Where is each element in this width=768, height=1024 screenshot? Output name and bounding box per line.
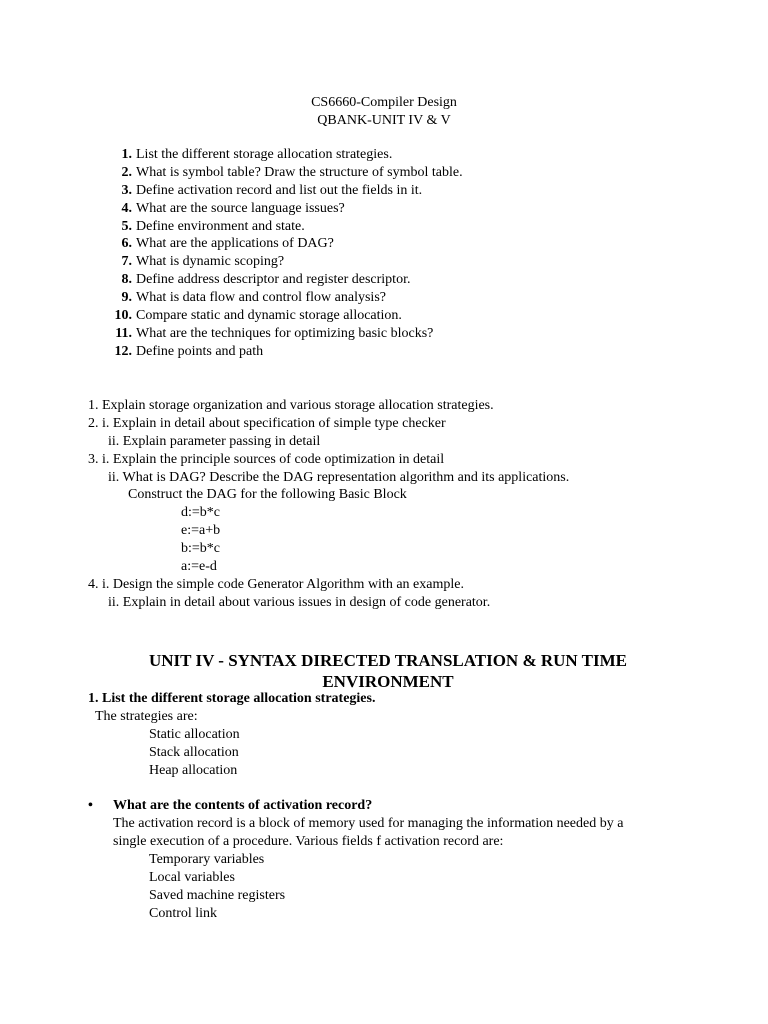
short-question-number: 12. <box>114 343 132 359</box>
short-question-text: What are the techniques for optimizing basic blocks? <box>136 325 434 341</box>
short-question-text: What are the source language issues? <box>136 200 345 216</box>
activation-record-description-line-2: single execution of a procedure. Various fields f activation record are: <box>113 834 504 849</box>
short-question-text: List the different storage allocation strategies. <box>136 147 393 162</box>
short-question-text: What is symbol table? Draw the structure of symbol table. <box>136 164 463 180</box>
unit-heading-line-2: ENVIRONMENT <box>322 672 454 691</box>
short-question-item <box>0 343 768 361</box>
short-question-text: What is data flow and control flow analysis? <box>136 290 386 306</box>
long-question-line: 1. Explain storage organization and various storage allocation strategies. <box>88 398 494 413</box>
long-question-line: 3. i. Explain the principle sources of code optimization in detail <box>88 451 445 467</box>
unit-heading <box>88 650 688 692</box>
short-question-number: 11. <box>115 325 132 341</box>
long-question-line: 4. i. Design the simple code Generator Algorithm with an example. <box>88 576 464 592</box>
short-question-text: Define points and path <box>136 343 264 359</box>
short-question-list <box>0 146 768 361</box>
field-item-4: Control link <box>149 906 218 921</box>
short-question-text: Define activation record and list out the fields in it. <box>136 182 423 198</box>
long-question-line: ii. Explain in detail about various issues in design of code generator. <box>108 594 491 610</box>
strategy-item-1: Static allocation <box>149 726 240 742</box>
short-question-item <box>0 200 768 218</box>
short-question-item <box>0 289 768 307</box>
long-question-line: b:=b*c <box>181 541 220 557</box>
course-title: CS6660-Compiler Design <box>311 95 457 110</box>
short-question-item <box>0 182 768 200</box>
short-question-number: 8. <box>121 272 132 288</box>
short-question-item <box>0 307 768 325</box>
short-question-number: 9. <box>121 290 132 306</box>
strategy-item-2: Stack allocation <box>149 744 239 760</box>
strategy-item-3: Heap allocation <box>149 762 238 778</box>
short-question-number: 4. <box>121 200 132 216</box>
short-question-text: Compare static and dynamic storage allocation. <box>136 308 402 324</box>
document-header <box>0 94 768 130</box>
qbank-title: QBANK-UNIT IV & V <box>317 113 451 128</box>
long-question-line: Construct the DAG for the following Basic Block <box>128 487 407 503</box>
short-question-number: 6. <box>121 236 132 252</box>
field-item-1: Temporary variables <box>149 852 265 867</box>
short-question-number: 7. <box>121 254 132 270</box>
answer-section-1 <box>0 690 768 779</box>
short-question-item <box>0 146 768 164</box>
long-question-line: ii. Explain parameter passing in detail <box>108 433 321 449</box>
short-question-item <box>0 235 768 253</box>
bullet-question-text: What are the contents of activation record? <box>113 798 373 813</box>
short-question-text: What are the applications of DAG? <box>136 236 334 252</box>
bullet-icon: • <box>88 798 93 813</box>
long-question-line: e:=a+b <box>181 523 221 539</box>
bullet-question <box>0 797 768 815</box>
long-question-line: a:=e-d <box>181 559 217 575</box>
short-question-number: 5. <box>121 218 132 234</box>
short-question-item <box>0 218 768 236</box>
short-question-text: Define address descriptor and register descriptor. <box>136 272 411 288</box>
activation-record-description-line-1: The activation record is a block of memory used for managing the information needed by a <box>113 816 624 831</box>
answer-intro: The strategies are: <box>95 708 198 724</box>
answer-section-2 <box>0 797 768 921</box>
short-question-text: What is dynamic scoping? <box>136 254 285 270</box>
field-item-2: Local variables <box>149 870 235 885</box>
short-question-number: 3. <box>121 182 132 198</box>
short-question-item <box>0 253 768 271</box>
field-item-3: Saved machine registers <box>149 888 286 903</box>
short-question-item <box>0 164 768 182</box>
long-question-list <box>0 397 768 612</box>
short-question-text: Define environment and state. <box>136 218 305 234</box>
short-question-item <box>0 271 768 289</box>
long-question-line: d:=b*c <box>181 505 220 521</box>
unit-heading-line-1: UNIT IV - SYNTAX DIRECTED TRANSLATION & RUN TIME <box>149 651 627 670</box>
answer-question-1: 1. List the different storage allocation strategies. <box>88 691 376 706</box>
long-question-line: 2. i. Explain in detail about specification of simple type checker <box>88 415 446 431</box>
short-question-item <box>0 325 768 343</box>
short-question-number: 2. <box>121 164 132 180</box>
short-question-number: 1. <box>121 147 132 162</box>
long-question-line: ii. What is DAG? Describe the DAG representation algorithm and its applications. <box>108 469 570 485</box>
short-question-number: 10. <box>114 308 132 324</box>
